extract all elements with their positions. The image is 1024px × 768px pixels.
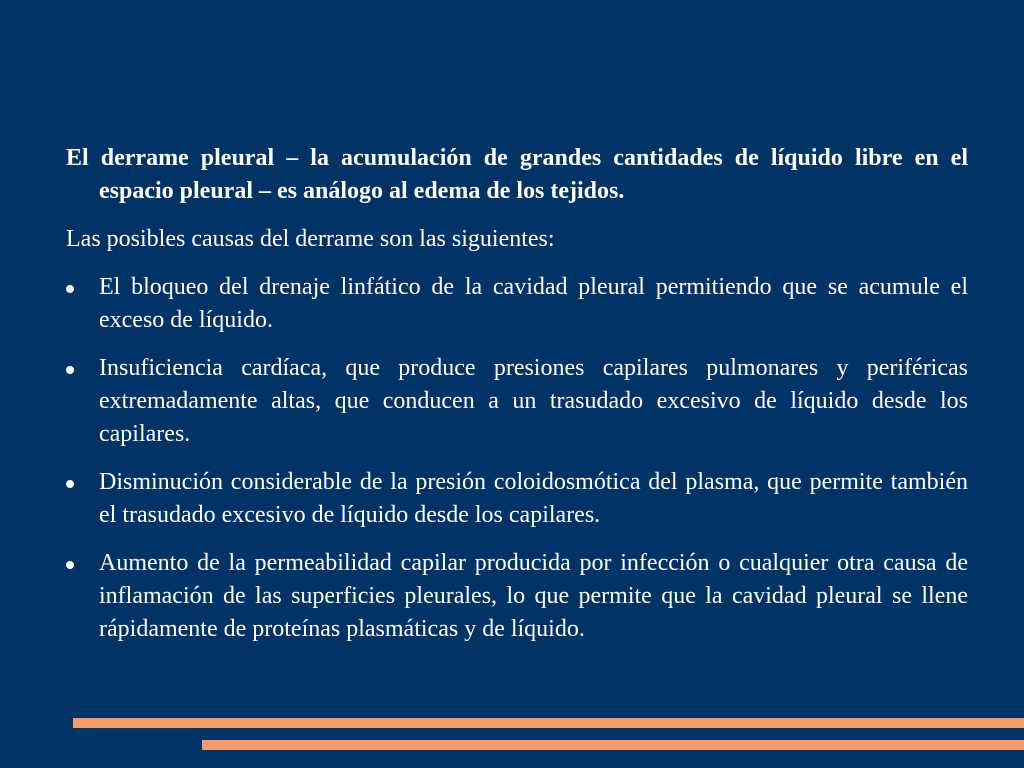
- bullet-icon: [66, 366, 74, 374]
- decorative-bar-bottom: [202, 740, 1024, 750]
- bullet-icon: [66, 285, 74, 293]
- bullet-icon: [66, 561, 74, 569]
- list-item: [66, 271, 968, 337]
- list-item-text: El bloqueo del drenaje linfático de la cavidad pleural permitiendo que se acumule el exceso de líquido.: [99, 274, 968, 333]
- list-item: [66, 466, 968, 532]
- decorative-bar-top: [73, 718, 1024, 728]
- intro-bold-paragraph: El derrame pleural – la acumulación de grandes cantidades de líquido libre en el espacio pleural – es análogo al edema de los tejidos.: [66, 145, 968, 204]
- list-item: [66, 352, 968, 451]
- slide-content: [66, 142, 968, 661]
- intro-paragraph: Las posibles causas del derrame son las siguientes:: [66, 226, 555, 252]
- list-item-text: Insuficiencia cardíaca, que produce presiones capilares pulmonares y periféricas extremadamente altas, que conducen a un trasudado excesivo de líquido desde los capilares.: [99, 355, 968, 447]
- bullet-icon: [66, 480, 74, 488]
- list-item-text: Aumento de la permeabilidad capilar producida por infección o cualquier otra causa de inflamación de las superficies pleurales, lo que permite que la cavidad pleural se llene rápidamente de proteínas plasmáticas y de líquido.: [99, 550, 968, 642]
- list-item-text: Disminución considerable de la presión coloidosmótica del plasma, que permite también el trasudado excesivo de líquido desde los capilares.: [99, 469, 968, 528]
- causes-list: [66, 271, 968, 646]
- list-item: [66, 547, 968, 646]
